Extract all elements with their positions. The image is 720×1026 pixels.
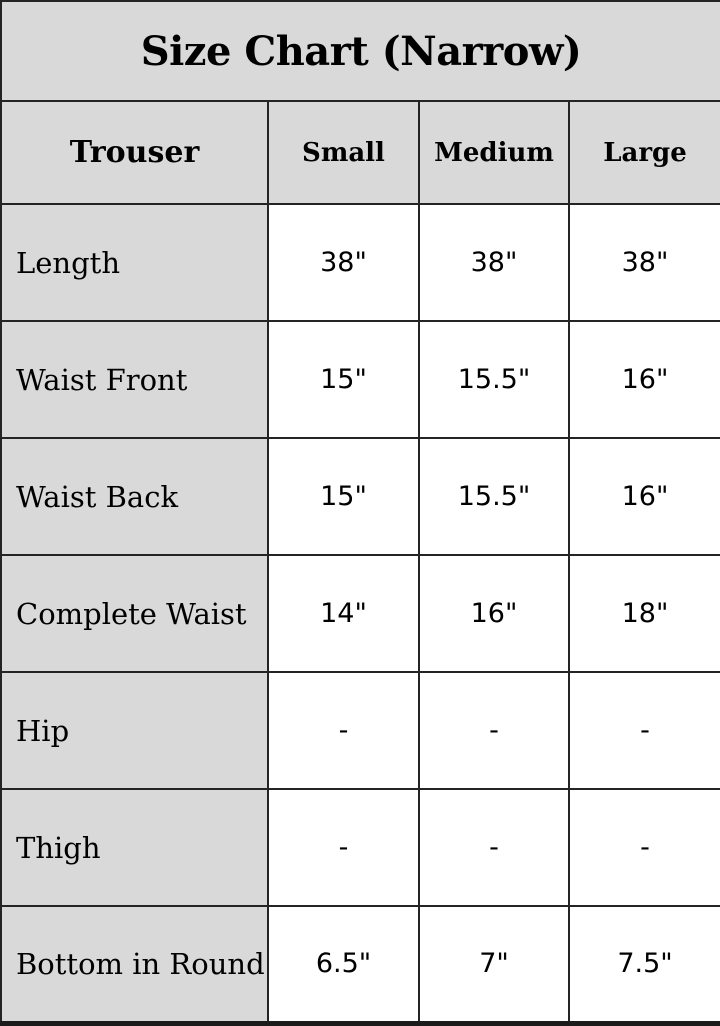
measurement-row (1, 321, 720, 438)
size-value: 38" (569, 204, 720, 321)
size-value: - (419, 789, 569, 906)
measurement-row (1, 204, 720, 321)
chart-title: Size Chart (Narrow) (1, 1, 720, 101)
table-body (1, 1, 720, 1023)
measurement-row (1, 438, 720, 555)
size-value: 16" (569, 321, 720, 438)
row-label: Thigh (1, 789, 268, 906)
title-row (1, 1, 720, 101)
size-value: 18" (569, 555, 720, 672)
header-row (1, 101, 720, 204)
column-header-medium: Medium (419, 101, 569, 204)
size-value: - (569, 672, 720, 789)
column-header-small: Small (268, 101, 419, 204)
measurement-row (1, 555, 720, 672)
row-label: Waist Front (1, 321, 268, 438)
size-value: 7.5" (569, 906, 720, 1023)
size-value: 15" (268, 438, 419, 555)
size-value: 16" (569, 438, 720, 555)
column-header-trouser: Trouser (1, 101, 268, 204)
column-header-large: Large (569, 101, 720, 204)
row-label: Bottom in Round (1, 906, 268, 1023)
size-value: 16" (419, 555, 569, 672)
size-value: 7" (419, 906, 569, 1023)
row-label: Hip (1, 672, 268, 789)
row-label: Waist Back (1, 438, 268, 555)
size-value: 15.5" (419, 321, 569, 438)
size-value: - (419, 672, 569, 789)
measurement-row (1, 672, 720, 789)
size-value: 38" (268, 204, 419, 321)
measurement-row (1, 906, 720, 1023)
size-value: 38" (419, 204, 569, 321)
size-value: - (268, 789, 419, 906)
size-value: - (569, 789, 720, 906)
size-value: 15.5" (419, 438, 569, 555)
row-label: Complete Waist (1, 555, 268, 672)
row-label: Length (1, 204, 268, 321)
measurement-row (1, 789, 720, 906)
size-value: 14" (268, 555, 419, 672)
size-value: 15" (268, 321, 419, 438)
size-value: - (268, 672, 419, 789)
size-value: 6.5" (268, 906, 419, 1023)
